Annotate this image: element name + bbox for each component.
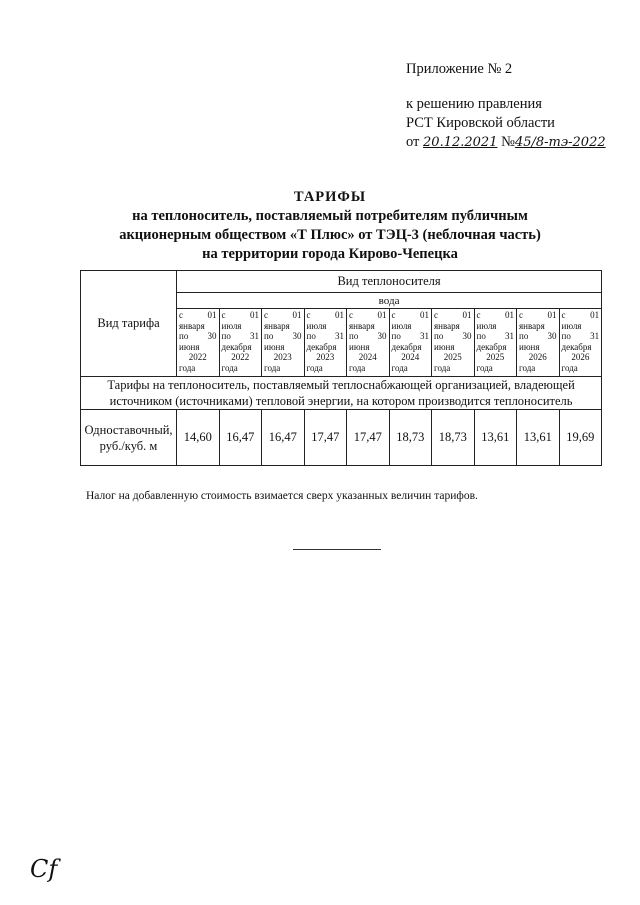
period-header-cell bbox=[389, 309, 432, 377]
period-d: 01 bbox=[505, 310, 514, 320]
period-y: 2025 bbox=[486, 352, 505, 362]
period-header-cell bbox=[219, 309, 262, 377]
period-m: января bbox=[179, 320, 205, 331]
period-po: по bbox=[221, 331, 231, 341]
period-m: июля bbox=[221, 320, 242, 331]
period-m: января bbox=[434, 320, 460, 331]
period-s: с bbox=[179, 310, 183, 320]
period-po: по bbox=[264, 331, 274, 341]
period-d2: 31 bbox=[420, 331, 429, 341]
period-d2: 30 bbox=[207, 331, 217, 341]
period-d2: 30 bbox=[292, 331, 302, 341]
period-m: января bbox=[349, 320, 375, 331]
period-header-cell bbox=[474, 309, 517, 377]
tariff-value: 14,60 bbox=[177, 410, 220, 466]
period-d: 01 bbox=[335, 310, 344, 320]
period-s: с bbox=[519, 310, 523, 320]
tariff-value: 13,61 bbox=[474, 410, 517, 466]
period-s: с bbox=[476, 310, 481, 320]
period-po: по bbox=[561, 331, 571, 341]
period-s: с bbox=[391, 310, 396, 320]
period-s: с bbox=[221, 310, 226, 320]
period-d: 01 bbox=[420, 310, 429, 320]
period-m2: декабря bbox=[561, 341, 592, 352]
section-row bbox=[81, 377, 602, 410]
period-po: по bbox=[519, 331, 529, 341]
annex-block bbox=[406, 60, 606, 152]
period-d: 01 bbox=[462, 310, 472, 320]
tariff-value: 16,47 bbox=[262, 410, 305, 466]
title-line-2: на теплоноситель, поставляемый потребителям публичным bbox=[132, 208, 528, 224]
period-m: января bbox=[264, 320, 290, 331]
title-line-3: акционерным обществом «Т Плюс» от ТЭЦ-3 (неблочная часть) bbox=[119, 227, 541, 243]
period-g: года bbox=[349, 362, 366, 373]
period-po: по bbox=[476, 331, 486, 341]
period-g: года bbox=[519, 362, 536, 373]
annex-decision: к решению правления bbox=[406, 96, 542, 112]
period-d: 01 bbox=[292, 310, 302, 320]
period-d2: 31 bbox=[590, 331, 600, 341]
period-header-cell bbox=[177, 309, 220, 377]
period-y: 2023 bbox=[316, 352, 335, 362]
section-row-text: Тарифы на теплоноситель, поставляемый теплоснабжающей организацией, владеющей источником (источниками) тепловой энергии, на котором производится теплоноситель bbox=[81, 377, 602, 410]
period-g: года bbox=[561, 362, 578, 373]
tariff-value: 18,73 bbox=[432, 410, 475, 466]
period-g: года bbox=[434, 362, 451, 373]
annex-date-line bbox=[406, 133, 606, 152]
period-m2: декабря bbox=[306, 341, 337, 352]
period-s: с bbox=[434, 310, 438, 320]
period-g: года bbox=[264, 362, 281, 373]
period-d2: 30 bbox=[547, 331, 557, 341]
period-m2: декабря bbox=[221, 341, 252, 352]
tariff-value: 17,47 bbox=[304, 410, 347, 466]
tariff-value: 19,69 bbox=[559, 410, 602, 466]
period-po: по bbox=[434, 331, 444, 341]
annex-from-label: от bbox=[406, 134, 420, 150]
subgroup-header: вода bbox=[177, 293, 602, 309]
tariff-value: 16,47 bbox=[219, 410, 262, 466]
period-m: июля bbox=[391, 320, 412, 331]
period-header-cell bbox=[559, 309, 602, 377]
annex-date: 20.12.2021 bbox=[423, 135, 498, 150]
title-main: ТАРИФЫ bbox=[293, 189, 367, 205]
col-type-header: Вид тарифа bbox=[81, 271, 177, 377]
annex-number-label: № bbox=[501, 134, 515, 150]
period-d2: 30 bbox=[462, 331, 472, 341]
signature: Cf bbox=[30, 855, 58, 883]
period-header-cell bbox=[432, 309, 475, 377]
annex-authority: РСТ Кировской области bbox=[406, 115, 555, 131]
period-d: 01 bbox=[547, 310, 557, 320]
tariff-table bbox=[80, 270, 602, 466]
tariff-value: 13,61 bbox=[517, 410, 560, 466]
period-d: 01 bbox=[250, 310, 259, 320]
period-header-cell bbox=[347, 309, 390, 377]
period-g: года bbox=[391, 362, 408, 373]
period-m2: декабря bbox=[391, 341, 422, 352]
period-y: 2026 bbox=[571, 352, 590, 362]
period-m: июля bbox=[561, 320, 582, 331]
period-d2: 31 bbox=[505, 331, 514, 341]
period-po: по bbox=[179, 331, 189, 341]
tariff-value: 18,73 bbox=[389, 410, 432, 466]
period-d2: 30 bbox=[377, 331, 387, 341]
period-s: с bbox=[306, 310, 311, 320]
annex-number: Приложение № 2 bbox=[406, 61, 513, 77]
period-m: января bbox=[519, 320, 545, 331]
tariff-type: Одноставочный, руб./куб. м bbox=[81, 410, 177, 466]
period-m: июля bbox=[476, 320, 497, 331]
period-d: 01 bbox=[590, 310, 600, 320]
period-g: года bbox=[476, 362, 493, 373]
period-m2: декабря bbox=[476, 341, 507, 352]
document-title bbox=[60, 188, 600, 264]
period-y: 2024 bbox=[358, 352, 377, 362]
period-g: года bbox=[179, 362, 196, 373]
period-s: с bbox=[561, 310, 566, 320]
period-po: по bbox=[306, 331, 316, 341]
period-d2: 31 bbox=[335, 331, 344, 341]
annex-decision-number: 45/8-тэ-2022 bbox=[514, 135, 606, 150]
period-y: 2022 bbox=[188, 352, 207, 362]
period-s: с bbox=[349, 310, 353, 320]
tariff-row bbox=[81, 410, 602, 466]
period-m2: июня bbox=[264, 341, 285, 352]
period-header-cell bbox=[304, 309, 347, 377]
period-y: 2023 bbox=[273, 352, 292, 362]
period-header-cell bbox=[517, 309, 560, 377]
period-g: года bbox=[306, 362, 323, 373]
table-header-row-1 bbox=[81, 271, 602, 293]
period-m2: июня bbox=[434, 341, 455, 352]
period-header-cell bbox=[262, 309, 305, 377]
period-y: 2025 bbox=[443, 352, 462, 362]
title-line-4: на территории города Кирово-Чепецка bbox=[202, 246, 458, 262]
period-y: 2026 bbox=[528, 352, 547, 362]
vat-note: Налог на добавленную стоимость взимается сверх указанных величин тарифов. bbox=[86, 490, 478, 502]
period-g: года bbox=[221, 362, 238, 373]
period-po: по bbox=[349, 331, 359, 341]
period-m2: июня bbox=[519, 341, 540, 352]
period-y: 2024 bbox=[401, 352, 420, 362]
end-rule bbox=[293, 549, 381, 550]
period-d: 01 bbox=[377, 310, 387, 320]
period-po: по bbox=[391, 331, 401, 341]
period-d2: 31 bbox=[250, 331, 259, 341]
tariff-value: 17,47 bbox=[347, 410, 390, 466]
group-header: Вид теплоносителя bbox=[177, 271, 602, 293]
period-y: 2022 bbox=[231, 352, 250, 362]
period-m2: июня bbox=[179, 341, 200, 352]
period-m2: июня bbox=[349, 341, 370, 352]
period-s: с bbox=[264, 310, 268, 320]
period-d: 01 bbox=[207, 310, 217, 320]
period-m: июля bbox=[306, 320, 327, 331]
